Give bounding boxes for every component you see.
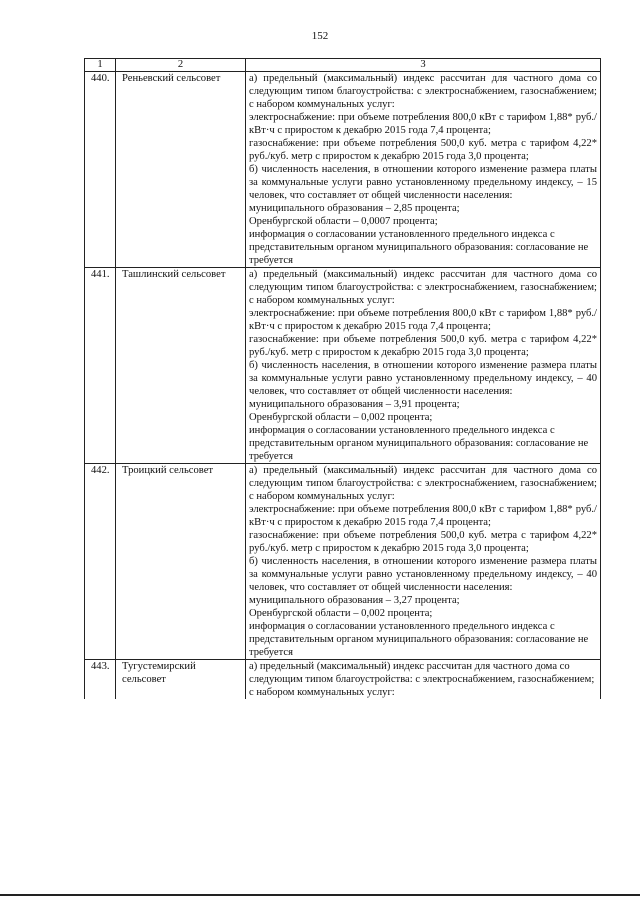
description-line: газоснабжение: при объеме потребления 500,0 куб. метра с тарифом 4,22* руб./куб. метр с приростом к декабрю 2015 года 3,0 процента; [249, 138, 597, 162]
table-header-row [85, 59, 601, 72]
description-line: б) численность населения, в отношении которого изменение размера платы за коммунальные услуги равно установленному предельному индексу, – 40 человек, что составляет от общей численности населения: [249, 360, 597, 397]
settlement-name: Реньевский сельсовет [116, 72, 246, 268]
description-line: муниципального образования – 3,91 процента; [249, 399, 460, 410]
description-line: Оренбургской области – 0,002 процента; [249, 412, 433, 423]
row-number: 443. [85, 660, 116, 700]
description-line: электроснабжение: при объеме потребления 800,0 кВт с тарифом 1,88* руб./кВт·ч с приростом к декабрю 2015 года 7,4 процента; [249, 112, 597, 136]
index-description [246, 268, 601, 464]
settlement-name: Троицкий сельсовет [116, 464, 246, 660]
index-description [246, 72, 601, 268]
table-row [85, 72, 601, 268]
column-header-name: 2 [116, 59, 246, 72]
page-bottom-rule [0, 894, 640, 896]
description-line: газоснабжение: при объеме потребления 500,0 куб. метра с тарифом 4,22* руб./куб. метр с приростом к декабрю 2015 года 3,0 процента; [249, 530, 597, 554]
settlement-name: Тугустемирский сельсовет [116, 660, 246, 700]
description-line: газоснабжение: при объеме потребления 500,0 куб. метра с тарифом 4,22* руб./куб. метр с приростом к декабрю 2015 года 3,0 процента; [249, 334, 597, 358]
description-line: Оренбургской области – 0,0007 процента; [249, 216, 438, 227]
column-header-description: 3 [246, 59, 601, 72]
column-header-number: 1 [85, 59, 116, 72]
description-line: информация о согласовании установленного предельного индекса с представительным органом муниципального образования: согласование не требуется [249, 229, 589, 266]
description-line: электроснабжение: при объеме потребления 800,0 кВт с тарифом 1,88* руб./кВт·ч с приростом к декабрю 2015 года 7,4 процента; [249, 308, 597, 332]
description-line: а) предельный (максимальный) индекс рассчитан для частного дома со следующим типом благоустройства: с электроснабжением, газоснабжением; с набором коммунальных услуг: [249, 661, 595, 698]
description-line: информация о согласовании установленного предельного индекса с представительным органом муниципального образования: согласование не требуется [249, 425, 589, 462]
settlement-name: Ташлинский сельсовет [116, 268, 246, 464]
description-line: а) предельный (максимальный) индекс рассчитан для частного дома со следующим типом благоустройства: с электроснабжением, газоснабжением; с набором коммунальных услуг: [249, 73, 597, 110]
description-line: б) численность населения, в отношении которого изменение размера платы за коммунальные услуги равно установленному предельному индексу, – 15 человек, что составляет от общей численности населения: [249, 164, 597, 201]
page-number: 152 [311, 30, 329, 42]
index-description [246, 660, 601, 700]
row-number: 441. [85, 268, 116, 464]
index-description [246, 464, 601, 660]
row-number: 442. [85, 464, 116, 660]
description-line: электроснабжение: при объеме потребления 800,0 кВт с тарифом 1,88* руб./кВт·ч с приростом к декабрю 2015 года 7,4 процента; [249, 504, 597, 528]
description-line: а) предельный (максимальный) индекс рассчитан для частного дома со следующим типом благоустройства: с электроснабжением, газоснабжением; с набором коммунальных услуг: [249, 269, 597, 306]
description-line: Оренбургской области – 0,002 процента; [249, 608, 433, 619]
description-line: информация о согласовании установленного предельного индекса с представительным органом муниципального образования: согласование не требуется [249, 621, 589, 658]
municipal-index-table [84, 58, 601, 699]
table-row [85, 464, 601, 660]
description-line: муниципального образования – 3,27 процента; [249, 595, 460, 606]
table-row [85, 268, 601, 464]
description-line: муниципального образования – 2,85 процента; [249, 203, 460, 214]
table-row [85, 660, 601, 700]
description-line: а) предельный (максимальный) индекс рассчитан для частного дома со следующим типом благоустройства: с электроснабжением, газоснабжением; с набором коммунальных услуг: [249, 465, 597, 502]
row-number: 440. [85, 72, 116, 268]
description-line: б) численность населения, в отношении которого изменение размера платы за коммунальные услуги равно установленному предельному индексу, – 40 человек, что составляет от общей численности населения: [249, 556, 597, 593]
